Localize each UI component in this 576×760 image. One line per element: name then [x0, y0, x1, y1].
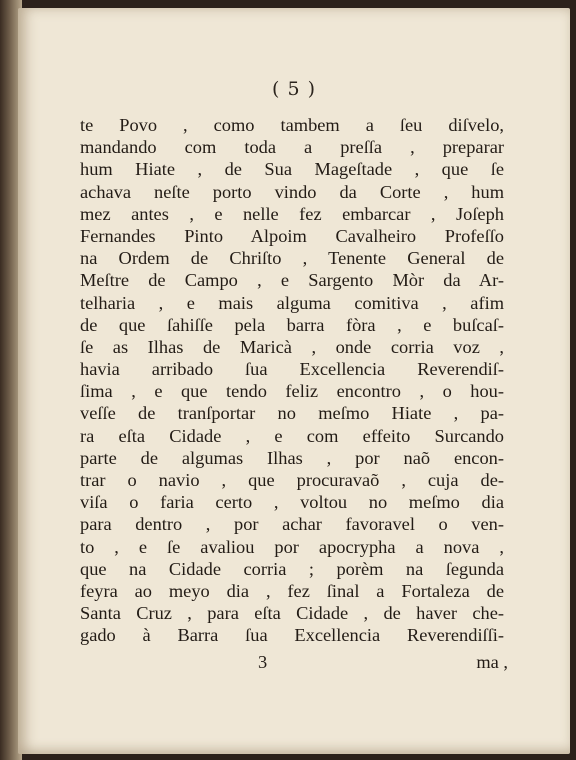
page-number: ( 5 )	[272, 78, 316, 100]
text-line: veſſe de tranſportar no meſmo Hiate , pa-	[80, 403, 504, 424]
text-line: Meſtre de Campo , e Sargento Mòr da Ar-	[80, 270, 504, 291]
body-text	[80, 114, 504, 647]
text-line: havia arribado ſua Excellencia Reverendiſ-	[80, 359, 504, 380]
page-footer	[80, 652, 508, 676]
catchword: ma ,	[476, 652, 508, 672]
text-line: te Povo , como tambem a ſeu diſvelo,	[80, 115, 504, 135]
text-line: mandando com toda a preſſa , preparar	[80, 137, 504, 158]
text-line: de que ſahiſſe pela barra fòra , e buſcaſ-	[80, 314, 504, 335]
text-line: viſa o faria certo , voltou no meſmo dia	[80, 492, 504, 513]
text-line: ſe as Ilhas de Maricà , onde corria voz ,	[80, 336, 504, 357]
text-line: to , e ſe avaliou por apocrypha a nova ,	[80, 536, 504, 557]
text-line: hum Hiate , de Sua Mageſtade , que ſe	[80, 159, 504, 180]
text-line: ſima , e que tendo feliz encontro , o hou-	[80, 381, 504, 402]
text-line: ra eſta Cidade , e com effeito Surcando	[80, 425, 504, 446]
text-line: gado à Barra ſua Excellencia Reverendiſſi-	[80, 625, 504, 646]
page-sheet	[18, 8, 570, 754]
signature-mark: 3	[258, 652, 268, 672]
text-line: feyra ao meyo dia , fez ſinal a Fortaleza de	[80, 580, 504, 601]
text-line: Fernandes Pinto Alpoim Cavalheiro Profeſſo	[80, 225, 504, 246]
text-line: trar o navio , que procuravaõ , cuja de-	[80, 470, 504, 490]
text-line: Santa Cruz , para eſta Cidade , de haver che-	[80, 603, 504, 624]
text-line: parte de algumas Ilhas , por naõ encon-	[80, 447, 504, 468]
text-line: achava neſte porto vindo da Corte , hum	[80, 181, 504, 202]
text-line: mez antes , e nelle fez embarcar , Joſeph	[80, 203, 504, 224]
text-line: telharia , e mais alguma comitiva , afim	[80, 292, 504, 313]
text-line: que na Cidade corria ; porèm na ſegunda	[80, 558, 504, 579]
text-line: na Ordem de Chriſto , Tenente General de	[80, 248, 504, 269]
text-line: para dentro , por achar favoravel o ven-	[80, 514, 504, 535]
